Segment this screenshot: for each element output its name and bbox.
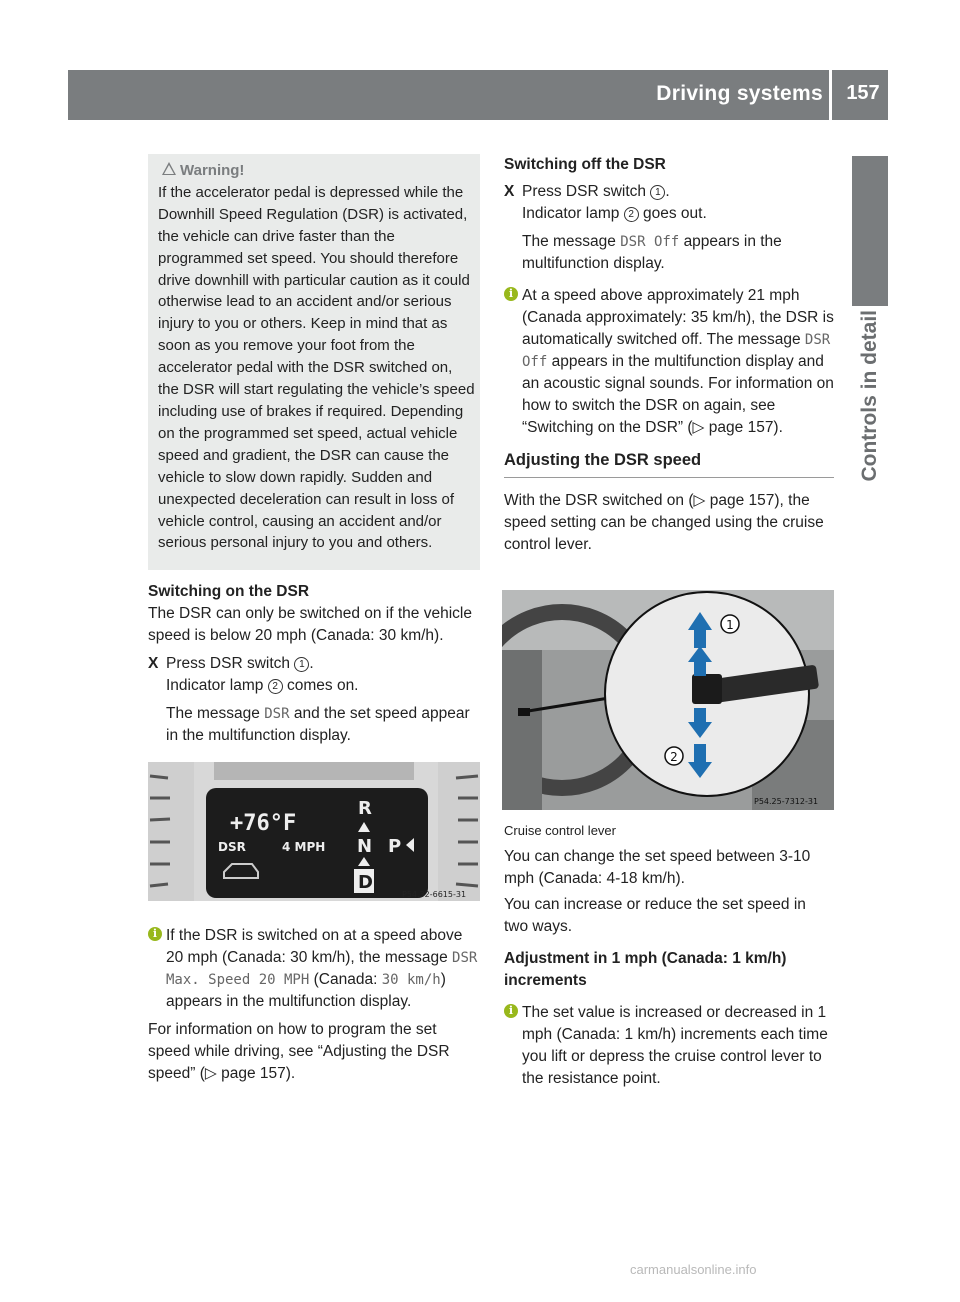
callout-2: 2 <box>268 679 283 694</box>
figure-caption: Cruise control lever <box>504 823 616 838</box>
adjusting-speed-heading: Adjusting the DSR speed <box>504 449 834 478</box>
display-image-ref: P54.32-6615-31 <box>402 890 467 899</box>
lamp-off-text: Indicator lamp 2 goes out. <box>522 205 707 222</box>
callout-1: 1 <box>294 657 309 672</box>
display-dsr: DSR <box>218 840 246 854</box>
instrument-display-image <box>148 762 480 901</box>
info-note-auto-off: i At a speed above approximately 21 mph (Canada approximately: 35 km/h), the DSR is automatically switched off. The message DSR Off appears in the multifunction display and an acoustic signal sounds. For information on how to switch the DSR on again, see “Switching on the DSR” (▷ page 157). <box>504 285 834 439</box>
gear-n: N <box>357 836 373 857</box>
warning-triangle-icon <box>162 162 176 175</box>
page-number: 157 <box>846 82 880 104</box>
change-speed-text: You can change the set speed between 3-10 mph (Canada: 4-18 km/h). <box>504 848 811 887</box>
footer-watermark: carmanualsonline.info <box>630 1262 757 1277</box>
increments-heading: Adjustment in 1 mph (Canada: 1 km/h) increments <box>504 950 787 989</box>
cruise-control-lever-image <box>502 590 834 810</box>
info-icon: i <box>504 287 518 301</box>
dsr-off-message-text: The message DSR Off appears in the multifunction display. <box>522 233 782 272</box>
switch-off-step: X Press DSR switch 1 . <box>504 181 834 203</box>
step-arrow-icon: X <box>148 655 159 672</box>
section-title: Driving systems <box>656 82 823 105</box>
warning-title: Warning! <box>158 160 476 182</box>
switch-on-step: X Press DSR switch 1 . <box>148 653 480 675</box>
side-tab-label: Controls in detail <box>858 310 881 482</box>
lever-callout-1: 1 <box>726 618 734 632</box>
gear-p: P <box>388 836 402 857</box>
dsr-message-text: The message DSR and the set speed appear in the multifunction display. <box>166 705 470 744</box>
info-icon: i <box>148 927 162 941</box>
gear-d: D <box>358 872 373 893</box>
program-speed-text: For information on how to program the set speed while driving, see “Adjusting the DSR speed” (▷ page 157). <box>148 1021 450 1082</box>
warning-box <box>148 154 480 570</box>
switching-off-heading: Switching off the DSR <box>504 156 666 173</box>
left-column-lower <box>148 925 480 1085</box>
side-tab-marker <box>852 156 888 306</box>
info-note-max-speed: i If the DSR is switched on at a speed above 20 mph (Canada: 30 km/h), the message DSR Max. Speed 20 MPH (Canada: 30 km/h) appears in the multifunction display. <box>148 925 480 1013</box>
switching-on-heading: Switching on the DSR <box>148 583 310 600</box>
two-ways-text: You can increase or reduce the set speed in two ways. <box>504 896 806 935</box>
lamp-on-text: Indicator lamp 2 comes on. <box>166 677 359 694</box>
switching-on-intro: The DSR can only be switched on if the vehicle speed is below 20 mph (Canada: 30 km/h). <box>148 605 472 644</box>
adjusting-intro: With the DSR switched on (▷ page 157), the speed setting can be changed using the cruise control lever. <box>504 492 824 553</box>
callout-1: 1 <box>650 185 665 200</box>
header-separator <box>829 70 832 120</box>
lever-callout-2: 2 <box>670 750 678 764</box>
gear-r: R <box>358 798 372 819</box>
right-column-lower <box>504 820 834 1090</box>
callout-2: 2 <box>624 207 639 222</box>
lever-image-ref: P54.25-7312-31 <box>754 797 819 806</box>
warning-text: If the accelerator pedal is depressed while the Downhill Speed Regulation (DSR) is activated, the vehicle can drive faster than the programmed set speed. You should therefore drive downhill with particular caution as it could otherwise lead to an accident and/or serious injury to you or others. Keep in mind that as soon as you remove your foot from the accelerator pedal with the DSR switched on, the DSR will start regulating the vehicle’s speed including use of brakes if required. Depending on the programmed set speed, actual vehicle speed and gradient, the DSR can cause the vehicle to slow down rapidly. Sudden and unexpected deceleration can result in loss of vehicle control, causing an accident and/or serious personal injury to you and others. <box>158 183 475 552</box>
info-note-increments: i The set value is increased or decreased in 1 mph (Canada: 1 km/h) increments each time you lift or depress the cruise control lever to the resistance point. <box>504 1002 834 1090</box>
right-column <box>504 154 834 556</box>
left-column <box>148 581 480 747</box>
display-temperature: +76°F <box>230 811 297 836</box>
step-arrow-icon: X <box>504 183 515 200</box>
info-icon: i <box>504 1004 518 1018</box>
display-speed: 4 MPH <box>282 840 326 854</box>
